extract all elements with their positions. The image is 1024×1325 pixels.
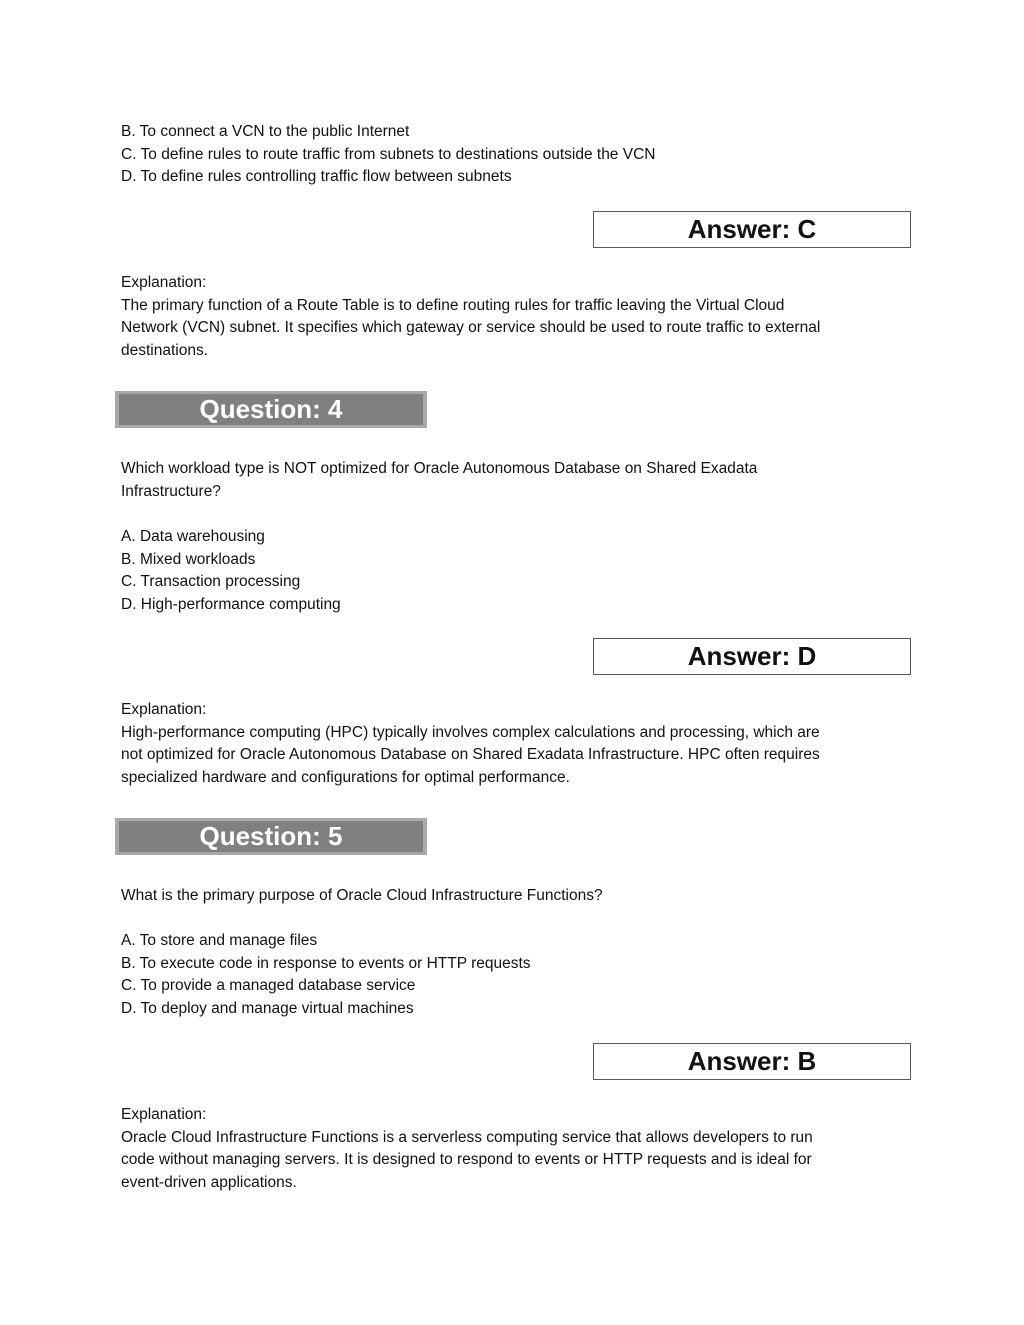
q3-explanation-line: destinations. bbox=[121, 341, 209, 359]
q5-answer-text: Answer: B bbox=[687, 1046, 817, 1076]
q4-answer-box bbox=[593, 638, 911, 675]
q4-explanation-line: High-performance computing (HPC) typically involves complex calculations and processing, which are bbox=[121, 723, 820, 741]
q4-heading: Question: 4 bbox=[199, 394, 343, 424]
q4-explanation-line: not optimized for Oracle Autonomous Database on Shared Exadata Infrastructure. HPC often requires bbox=[121, 746, 820, 763]
q3-option-d: D. To define rules controlling traffic flow between subnets bbox=[121, 168, 512, 185]
q5-explanation bbox=[121, 1104, 901, 1194]
q4-question-line: Which workload type is NOT optimized for Oracle Autonomous Database on Shared Exadata bbox=[121, 460, 758, 477]
q4-explanation-label: Explanation: bbox=[121, 701, 207, 718]
q4-question bbox=[121, 458, 901, 503]
q3-answer-box bbox=[593, 211, 911, 248]
q5-explanation-line: code without managing servers. It is designed to respond to events or HTTP requests and is ideal for bbox=[121, 1151, 812, 1168]
q4-heading-bar bbox=[115, 391, 427, 428]
q5-option-c: C. To provide a managed database service bbox=[121, 977, 416, 994]
q5-question-line: What is the primary purpose of Oracle Cloud Infrastructure Functions? bbox=[121, 887, 603, 904]
q4-question-line: Infrastructure? bbox=[121, 482, 221, 500]
q4-option-b: B. Mixed workloads bbox=[121, 550, 256, 568]
q4-explanation-line: specialized hardware and configurations for optimal performance. bbox=[121, 768, 570, 786]
q5-option-d: D. To deploy and manage virtual machines bbox=[121, 999, 414, 1017]
q5-explanation-label: Explanation: bbox=[121, 1106, 207, 1123]
q5-explanation-line: event-driven applications. bbox=[121, 1173, 297, 1191]
q3-explanation-label: Explanation: bbox=[121, 274, 207, 291]
q5-heading-bar bbox=[115, 818, 427, 855]
q4-explanation bbox=[121, 699, 901, 789]
q4-option-a: A. Data warehousing bbox=[121, 528, 265, 545]
q4-option-d: D. High-performance computing bbox=[121, 595, 341, 613]
q4-option-c: C. Transaction processing bbox=[121, 573, 301, 590]
q3-answer-text: Answer: C bbox=[687, 214, 817, 244]
q5-option-a: A. To store and manage files bbox=[121, 932, 318, 949]
q5-heading: Question: 5 bbox=[199, 821, 343, 851]
q5-option-b: B. To execute code in response to events or HTTP requests bbox=[121, 954, 531, 972]
q3-explanation bbox=[121, 272, 901, 362]
q3-explanation-line: The primary function of a Route Table is to define routing rules for traffic leaving the Virtual Cloud bbox=[121, 296, 785, 314]
q5-explanation-line: Oracle Cloud Infrastructure Functions is a serverless computing service that allows developers to run bbox=[121, 1128, 813, 1146]
q5-question bbox=[121, 885, 901, 908]
q3-explanation-line: Network (VCN) subnet. It specifies which gateway or service should be used to route traffic to external bbox=[121, 319, 821, 336]
q5-answer-box bbox=[593, 1043, 911, 1080]
q3-option-b: B. To connect a VCN to the public Internet bbox=[121, 123, 410, 140]
q3-option-c: C. To define rules to route traffic from subnets to destinations outside the VCN bbox=[121, 145, 656, 163]
q4-answer-text: Answer: D bbox=[687, 641, 817, 671]
